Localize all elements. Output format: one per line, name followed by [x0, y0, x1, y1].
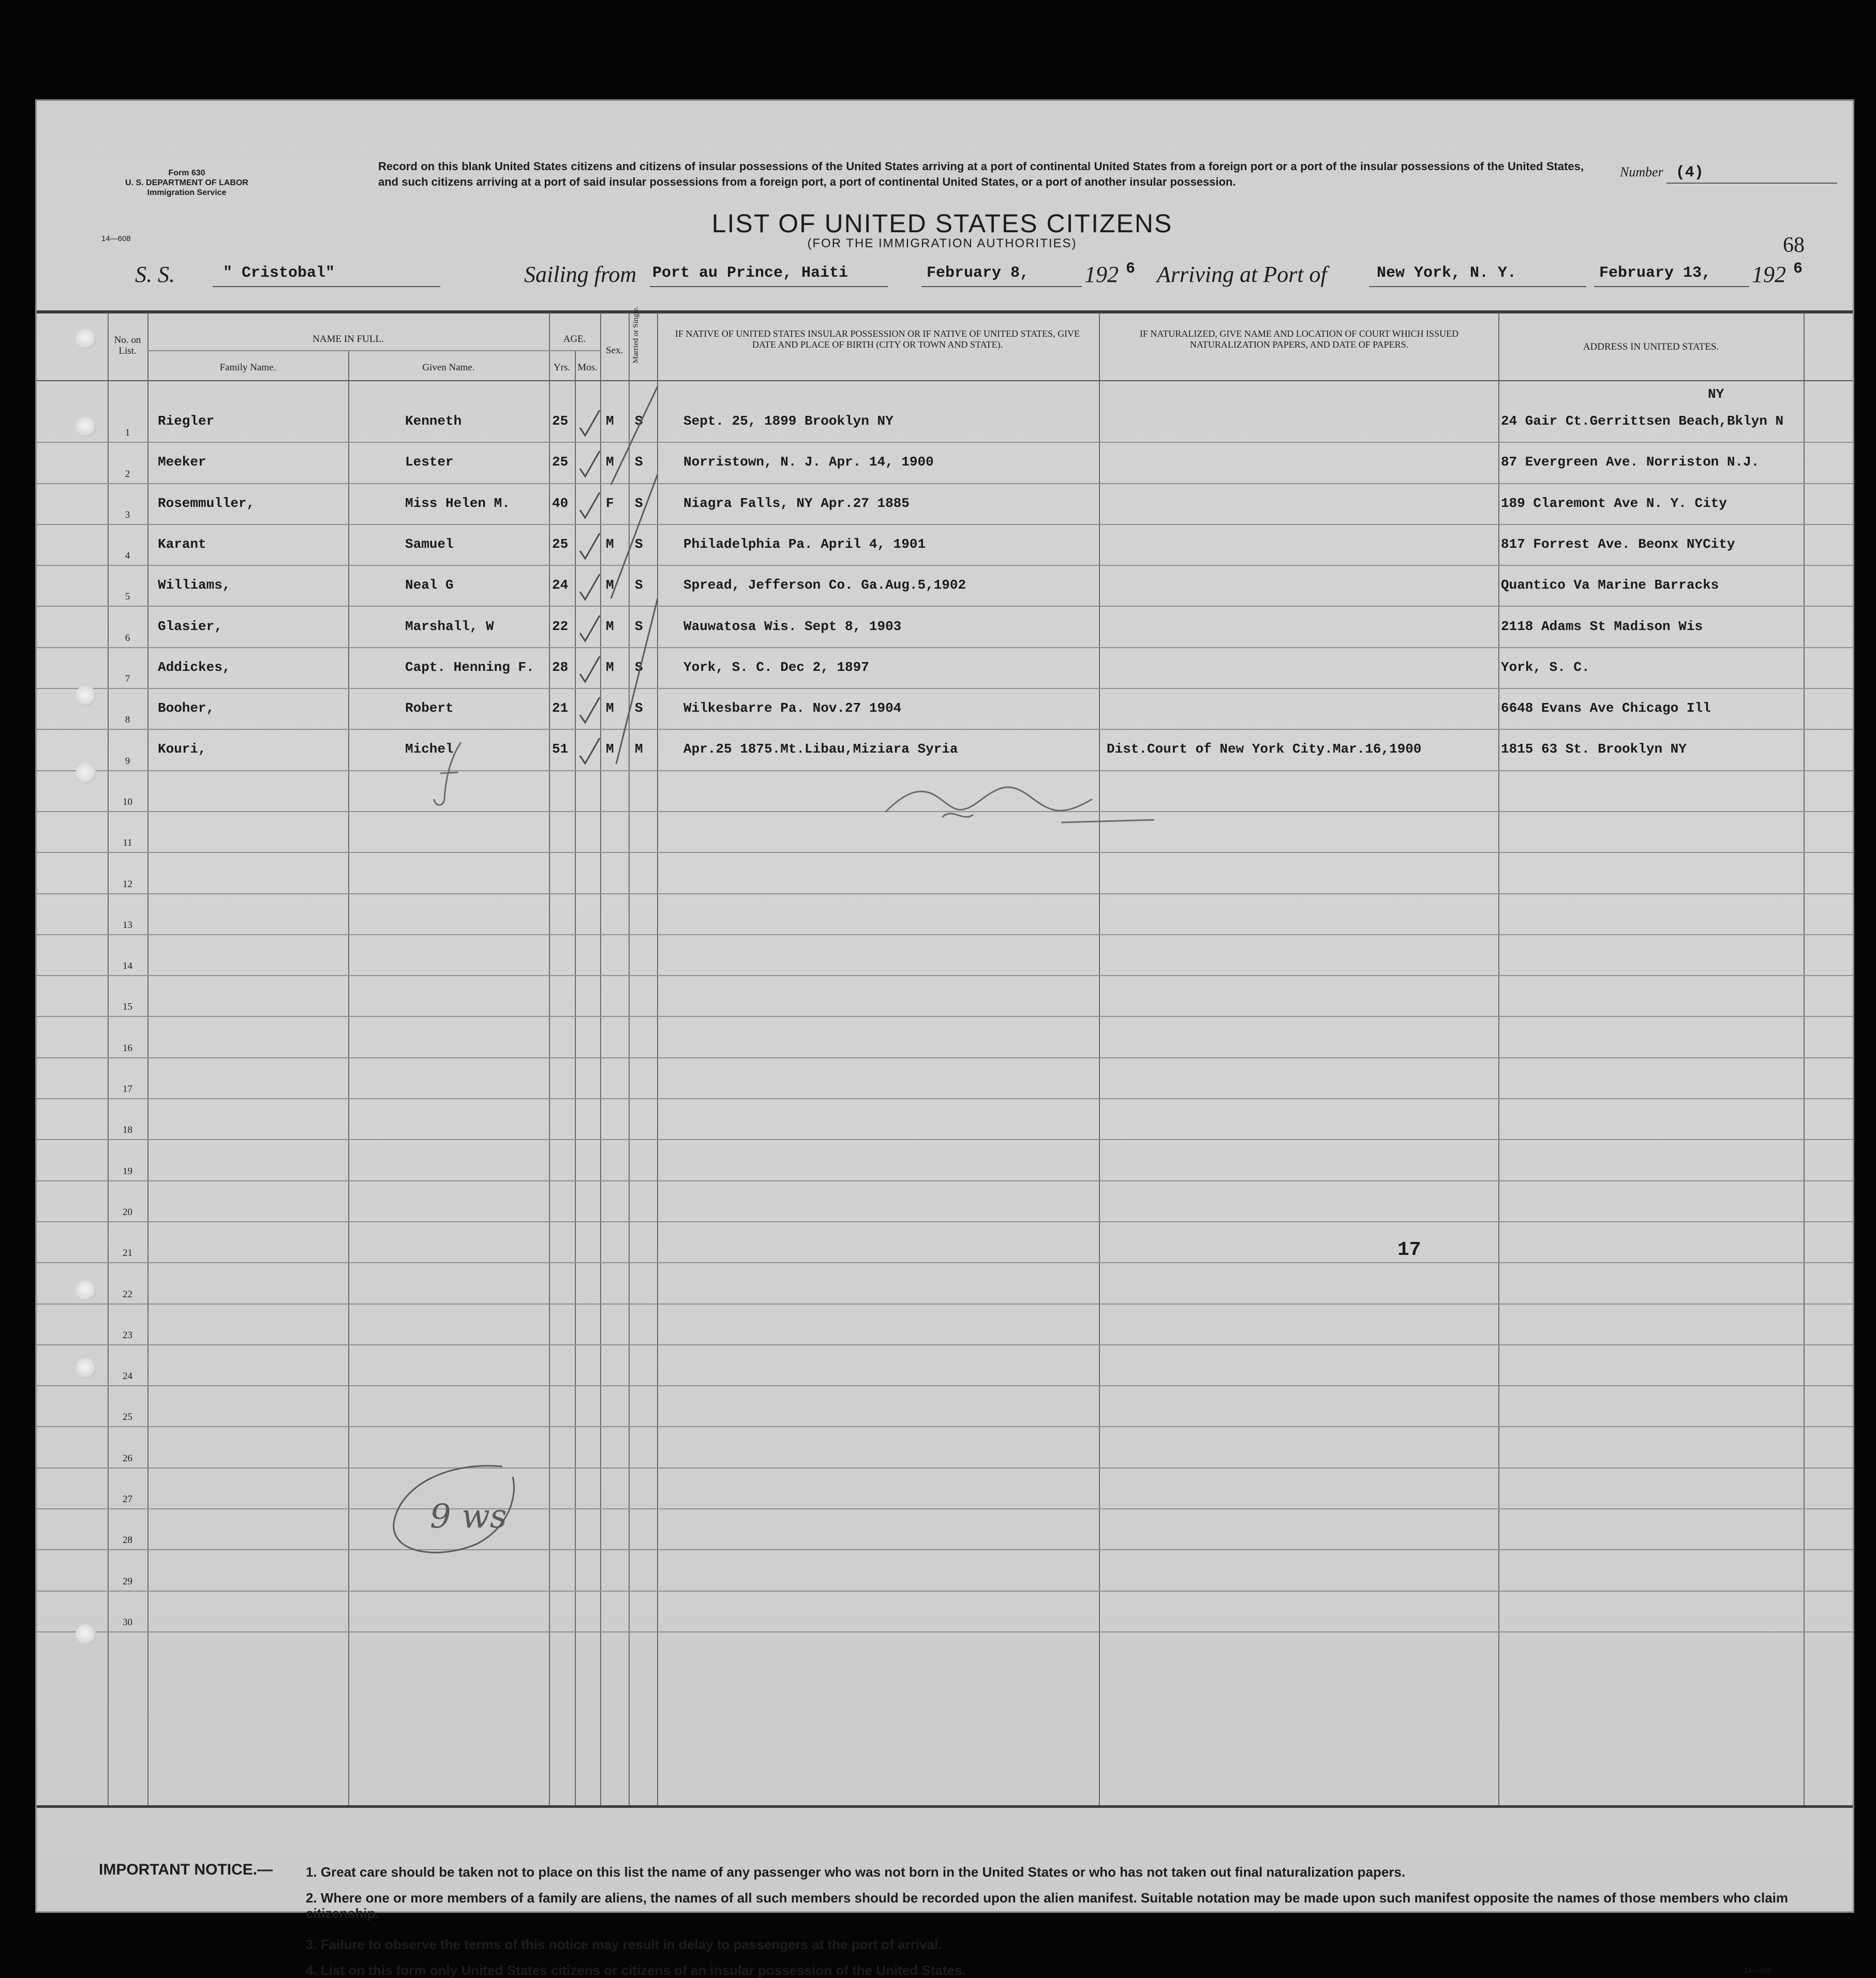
cell-no: 1 — [125, 427, 130, 439]
cell-birth: York, S. C. Dec 2, 1897 — [683, 659, 869, 675]
form-number: Form 630 — [168, 169, 205, 177]
cell-family: Addickes, — [158, 659, 231, 675]
col-header-family: Family Name. — [219, 362, 276, 373]
cell-sex: M — [606, 700, 614, 716]
number-value: (4) — [1675, 164, 1704, 182]
cell-no: 14 — [123, 961, 132, 972]
cell-family: Riegler — [158, 413, 215, 429]
cell-sex: M — [606, 618, 614, 634]
form-code-top: 14—608 — [101, 234, 131, 243]
cell-sex: M — [606, 659, 614, 675]
form-code-bottom: 14—608 — [1744, 1966, 1771, 1974]
cell-sex: M — [606, 413, 614, 429]
cell-given: Kenneth — [405, 413, 462, 429]
cell-given: Neal G — [405, 577, 454, 593]
arriving-date: February 13, — [1599, 264, 1711, 282]
col-header-yrs: Yrs. — [553, 362, 571, 373]
cell-no: 28 — [123, 1535, 132, 1546]
cell-family: Glasier, — [158, 618, 222, 634]
cell-no: 6 — [125, 632, 130, 643]
table-row — [37, 935, 1853, 976]
cell-family: Williams, — [158, 577, 231, 593]
binder-hole — [76, 763, 96, 784]
table-row — [37, 1263, 1853, 1304]
cell-sex: F — [606, 495, 614, 511]
cell-yrs: 40 — [552, 495, 569, 511]
year-suffix-1: 6 — [1126, 260, 1136, 278]
table-row — [37, 443, 1853, 484]
cell-birth: Wilkesbarre Pa. Nov.27 1904 — [683, 700, 902, 716]
cell-sex: M — [606, 577, 614, 593]
cell-no: 10 — [123, 796, 132, 807]
table-row — [37, 566, 1853, 607]
cell-yrs: 28 — [552, 659, 569, 675]
table-row — [37, 1592, 1853, 1632]
cell-given: Michel — [405, 741, 454, 757]
table-row — [37, 1099, 1853, 1140]
cell-given: Robert — [405, 700, 454, 716]
notice-heading: IMPORTANT NOTICE.— — [99, 1861, 273, 1878]
cell-no: 23 — [123, 1329, 132, 1341]
cell-yrs: 51 — [552, 741, 569, 757]
number-label: Number — [1620, 164, 1663, 179]
cell-ms: S — [635, 495, 643, 511]
cell-address: 1815 63 St. Brooklyn NY — [1501, 741, 1687, 757]
cell-no: 9 — [125, 755, 130, 767]
sailing-label: Sailing from — [524, 262, 637, 287]
cell-ms: M — [635, 741, 643, 757]
address-note-ny: NY — [1708, 386, 1724, 402]
page-subtitle: (FOR THE IMMIGRATION AUTHORITIES) — [807, 236, 1077, 250]
cell-no: 26 — [123, 1452, 132, 1464]
cell-yrs: 25 — [552, 536, 569, 552]
table-row — [37, 1017, 1853, 1058]
table-row — [37, 402, 1853, 443]
arriving-port: New York, N. Y. — [1377, 264, 1517, 282]
cell-sex: M — [606, 741, 614, 757]
cell-no: 13 — [123, 919, 132, 931]
cell-given: Capt. Henning F. — [405, 659, 534, 675]
cell-no: 19 — [123, 1165, 132, 1177]
col-header-given: Given Name. — [422, 362, 475, 373]
cell-birth: Philadelphia Pa. April 4, 1901 — [683, 536, 926, 552]
cell-address: 87 Evergreen Ave. Norriston N.J. — [1501, 454, 1760, 470]
cell-no: 22 — [123, 1288, 132, 1300]
cell-birth: Wauwatosa Wis. Sept 8, 1903 — [683, 618, 902, 634]
cell-sex: M — [606, 536, 614, 552]
cell-yrs: 22 — [552, 618, 569, 634]
cell-sex: M — [606, 454, 614, 470]
binder-hole — [76, 1280, 96, 1301]
cell-ms: S — [635, 413, 643, 429]
cell-given: Miss Helen M. — [405, 495, 510, 511]
cell-no: 29 — [123, 1576, 132, 1587]
passenger-table — [37, 402, 1853, 1809]
notice-item-2: 2. Where one or more members of a family are aliens, the names of all such members should be recorded upon the alien manifest. Suitable notation may be made upon such manifest opposite the names of those members who claim citizenship. — [306, 1890, 1789, 1921]
cell-address: 2118 Adams St Madison Wis — [1501, 618, 1703, 634]
cell-ms: S — [635, 618, 643, 634]
cell-address: Quantico Va Marine Barracks — [1501, 577, 1719, 593]
table-row — [37, 648, 1853, 689]
cell-birth: Apr.25 1875.Mt.Libau,Miziara Syria — [683, 741, 958, 757]
col-header-address: ADDRESS IN UNITED STATES. — [1583, 341, 1719, 352]
arriving-label: Arriving at Port of — [1157, 262, 1327, 287]
col-header-naturalized: IF NATURALIZED, GIVE NAME AND LOCATION OF COURT WHICH ISSUED NATURALIZATION PAPERS, AND DATE OF PAPERS. — [1139, 328, 1459, 350]
table-top-rule — [37, 310, 1853, 313]
cell-given: Lester — [405, 454, 454, 470]
table-row — [37, 1428, 1853, 1468]
table-row — [37, 484, 1853, 525]
page-title: LIST OF UNITED STATES CITIZENS — [711, 209, 1173, 238]
cell-family: Meeker — [158, 454, 206, 470]
year-prefix-2: 192 — [1752, 262, 1786, 287]
cell-no: 27 — [123, 1494, 132, 1505]
cell-no: 18 — [123, 1125, 132, 1136]
cell-ms: S — [635, 454, 643, 470]
cell-no: 24 — [123, 1371, 132, 1382]
cell-family: Booher, — [158, 700, 215, 716]
cell-address: York, S. C. — [1501, 659, 1590, 675]
col-header-name-in-full: NAME IN FULL. — [312, 334, 384, 344]
ss-label: S. S. — [135, 262, 175, 287]
record-note: Record on this blank United States citizens and citizens of insular possessions of the United States arriving at a port of continental United States from a foreign port or a port of the insular possessions of the United States, and such citizens arriving at a port of said insular possessions from a foreign port, a port of continental United States, or a port of another insular possession. — [378, 160, 1584, 188]
voyage-line — [135, 261, 1822, 292]
table-row — [37, 1345, 1853, 1386]
col-header-sex: Sex. — [605, 345, 623, 356]
table-row — [37, 853, 1853, 894]
col-header-no: No. on List. — [114, 335, 141, 356]
cell-ms: S — [635, 700, 643, 716]
table-row — [37, 1181, 1853, 1222]
cell-family: Karant — [158, 536, 206, 552]
notice-item-4: 4. List on this form only United States citizens or citizens of an insular possession of the United States. — [306, 1962, 966, 1978]
col-header-married: Married or Single. — [632, 306, 640, 364]
binder-hole — [76, 416, 96, 437]
table-row — [37, 1386, 1853, 1427]
cell-birth: Spread, Jefferson Co. Ga.Aug.5,1902 — [683, 577, 966, 593]
col-header-mos: Mos. — [577, 362, 598, 373]
binder-hole — [76, 1358, 96, 1378]
table-row — [37, 976, 1853, 1017]
binder-hole — [76, 328, 96, 349]
cell-address: 24 Gair Ct.Gerrittsen Beach,Bklyn N — [1501, 413, 1784, 429]
year-suffix-2: 6 — [1793, 260, 1803, 278]
table-row — [37, 1058, 1853, 1099]
cell-family: Kouri, — [158, 741, 206, 757]
cell-no: 7 — [125, 673, 130, 685]
cell-no: 17 — [123, 1084, 132, 1095]
pencil-tally-strokes — [601, 381, 663, 774]
cell-birth: Sept. 25, 1899 Brooklyn NY — [683, 413, 894, 429]
service-name: Immigration Service — [147, 188, 227, 197]
table-row — [37, 1222, 1853, 1263]
cell-no: 16 — [123, 1042, 132, 1054]
table-row — [37, 525, 1853, 566]
circled-note: 9 ws — [383, 1456, 539, 1570]
table-row — [37, 1468, 1853, 1509]
pencil-signature — [875, 771, 1165, 833]
table-row — [37, 1509, 1853, 1550]
cell-birth: Niagra Falls, NY Apr.27 1885 — [683, 495, 910, 511]
cell-no: 11 — [123, 837, 132, 849]
cell-no: 21 — [123, 1248, 132, 1259]
binder-hole — [76, 685, 96, 706]
cell-no: 4 — [125, 550, 130, 562]
binder-hole — [76, 1624, 96, 1645]
cell-address: 6648 Evans Ave Chicago Ill — [1501, 700, 1711, 716]
sailing-date: February 8, — [927, 264, 1030, 282]
cell-no: 15 — [123, 1001, 132, 1013]
table-row — [37, 689, 1853, 730]
cell-no: 12 — [123, 878, 132, 890]
cell-no: 25 — [123, 1412, 132, 1423]
cell-no: 8 — [125, 714, 130, 726]
cell-no: 30 — [123, 1616, 132, 1628]
cell-no: 2 — [125, 468, 130, 479]
cell-no: 20 — [123, 1206, 132, 1218]
table-row — [37, 607, 1853, 648]
cell-no: 5 — [125, 591, 130, 603]
table-row — [37, 1305, 1853, 1345]
notice-item-3: 3. Failure to observe the terms of this notice may result in delay to passengers at the port of arrival. — [306, 1937, 942, 1952]
table-row — [37, 1550, 1853, 1591]
year-prefix-1: 192 — [1084, 262, 1119, 287]
cell-no: 3 — [125, 509, 130, 520]
number-field — [1620, 164, 1837, 185]
col-header-birth: IF NATIVE OF UNITED STATES INSULAR POSSESSION OR IF NATIVE OF UNITED STATES, GIVE DATE AND PLACE OF BIRTH (CITY OR TOWN AND STATE). — [675, 328, 1080, 350]
cell-address: 189 Claremont Ave N. Y. City — [1501, 495, 1727, 511]
cell-given: Samuel — [405, 536, 454, 552]
sailing-from: Port au Prince, Haiti — [652, 264, 848, 282]
department-name: U. S. DEPARTMENT OF LABOR — [125, 178, 248, 187]
cell-ms: S — [635, 577, 643, 593]
manifest-sheet — [35, 99, 1854, 1978]
stamp-mark: 17 — [1397, 1239, 1421, 1261]
cell-nat: Dist.Court of New York City.Mar.16,1900 — [1107, 741, 1422, 757]
cell-ms: S — [635, 536, 643, 552]
cell-yrs: 25 — [552, 454, 569, 470]
cell-family: Rosemmuller, — [158, 495, 255, 511]
pencil-hook-mark — [430, 737, 471, 810]
cell-given: Marshall, W — [405, 618, 494, 634]
table-bottom-rule — [37, 1805, 1853, 1808]
table-row — [37, 894, 1853, 935]
cell-birth: Norristown, N. J. Apr. 14, 1900 — [683, 454, 934, 470]
table-row — [37, 730, 1853, 771]
cell-yrs: 25 — [552, 413, 569, 429]
cell-address: 817 Forrest Ave. Beonx NYCity — [1501, 536, 1735, 552]
table-row — [37, 1140, 1853, 1181]
col-header-age: AGE. — [563, 334, 586, 344]
ship-name: " Cristobal" — [223, 264, 335, 282]
cell-ms: S — [635, 659, 643, 675]
notice-item-1: 1. Great care should be taken not to place on this list the name of any passenger who was not born in the United States or who has not taken out final naturalization papers. — [306, 1864, 1406, 1880]
cell-yrs: 24 — [552, 577, 569, 593]
cell-yrs: 21 — [552, 700, 569, 716]
page-number: 68 — [1783, 233, 1805, 257]
